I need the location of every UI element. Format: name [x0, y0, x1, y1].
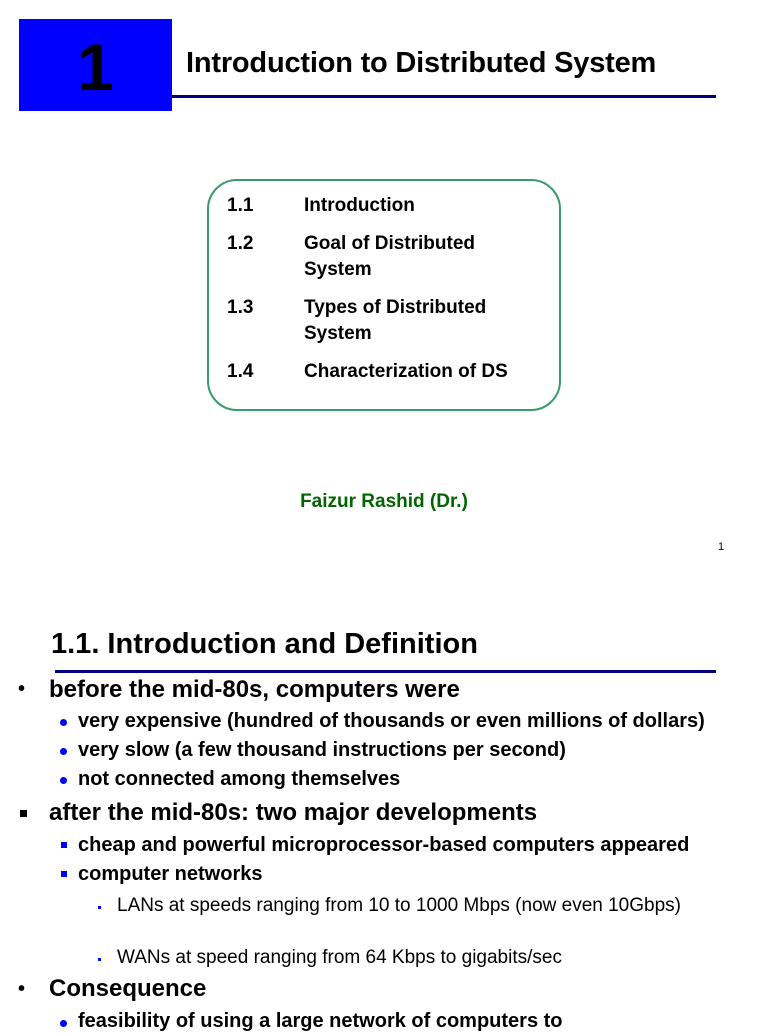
page-number: 1 — [718, 541, 725, 553]
sub-sub-bullet-text: WANs at speed ranging from 64 Kbps to gigabits/sec — [117, 947, 562, 968]
bullet-text: before the mid-80s, computers were — [49, 676, 460, 703]
bullet-dot: • — [18, 678, 26, 700]
sub-bullet-dot — [60, 777, 67, 784]
toc-label: Introduction — [304, 195, 415, 216]
chapter-number: 1 — [77, 30, 114, 104]
sub-bullet-text: cheap and powerful microprocessor-based computers appeared — [78, 834, 690, 856]
section-title: 1.1. Introduction and Definition — [51, 628, 478, 660]
sub-bullet-square — [61, 871, 67, 877]
sub-bullet-dot — [60, 719, 67, 726]
toc-number: 1.4 — [227, 361, 254, 382]
toc-number: 1.3 — [227, 297, 254, 318]
bullet-square — [20, 810, 27, 817]
sub-bullet-text: feasibility of using a large network of computers to — [78, 1010, 563, 1032]
bullet-text: Consequence — [49, 975, 207, 1002]
section-title-underline — [55, 670, 716, 673]
sub-sub-bullet — [98, 958, 101, 961]
toc-number: 1.1 — [227, 195, 254, 216]
author-name: Faizur Rashid (Dr.) — [300, 491, 468, 512]
toc-label: Characterization of DS — [304, 361, 508, 382]
title-underline — [172, 95, 716, 98]
bullet-dot: • — [18, 978, 26, 1000]
toc-label: Types of Distributed System — [304, 297, 487, 344]
sub-bullet-text: very slow (a few thousand instructions per second) — [78, 739, 566, 761]
slide-title: Introduction to Distributed System — [186, 47, 657, 79]
sub-bullet-square — [61, 842, 67, 848]
sub-sub-bullet — [98, 906, 101, 909]
toc-label: Goal of Distributed System — [304, 233, 475, 280]
sub-bullet-text: computer networks — [78, 863, 263, 885]
bullet-text: after the mid-80s: two major developments — [49, 799, 538, 826]
sub-bullet-text: very expensive (hundred of thousands or even millions of dollars) — [78, 710, 705, 732]
sub-bullet-text: not connected among themselves — [78, 768, 401, 790]
sub-bullet-dot — [60, 748, 67, 755]
toc-number: 1.2 — [227, 233, 254, 254]
sub-sub-bullet-text: LANs at speeds ranging from 10 to 1000 Mbps (now even 10Gbps) — [117, 895, 681, 916]
